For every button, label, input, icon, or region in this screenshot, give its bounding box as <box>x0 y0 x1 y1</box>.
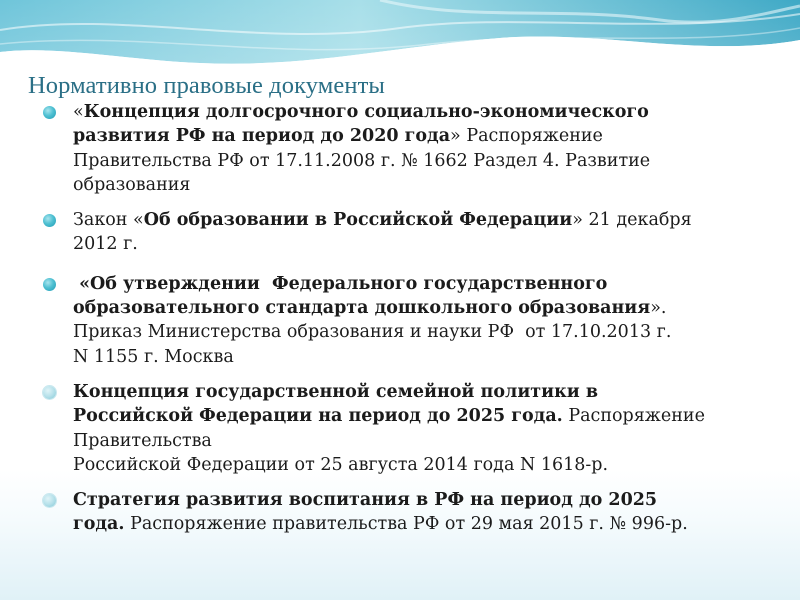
list-item <box>42 208 754 257</box>
item-line: Стратегия развития воспитания в РФ на период до 2025 <box>73 490 658 511</box>
item-line: Концепция государственной семейной политики в <box>73 381 598 402</box>
list-item <box>42 100 754 197</box>
bullet-dot-icon <box>43 278 56 291</box>
item-line: Российской Федерации от 25 августа 2014 года N 1618-р. <box>73 454 609 475</box>
item-line: Российской Федерации на период до 2025 года. Распоряжение <box>73 406 705 427</box>
list-item <box>42 272 754 369</box>
item-line: 2012 г. <box>73 234 138 255</box>
item-line: Закон «Об образовании в Российской Федерации» 21 декабря <box>73 210 692 231</box>
bullet-dot-icon <box>43 386 56 399</box>
item-line: образовательного стандарта дошкольного образования». <box>73 298 667 319</box>
bullet-dot-icon <box>43 106 56 119</box>
item-line: развития РФ на период до 2020 года» Распоряжение <box>73 126 603 147</box>
list-item <box>42 380 754 477</box>
item-line: Правительства РФ от 17.11.2008 г. № 1662 Раздел 4. Развитие <box>73 150 651 171</box>
bullet-dot-icon <box>43 494 56 507</box>
slide-title: Нормативно правовые документы <box>28 72 385 99</box>
item-line: Приказ Министерства образования и науки РФ от 17.10.2013 г. <box>73 322 672 343</box>
list-item <box>42 488 754 537</box>
item-line: Правительства <box>73 430 212 451</box>
document-list <box>42 100 754 543</box>
item-line: «Концепция долгосрочного социально-экономического <box>73 102 649 122</box>
item-line: года. Распоряжение правительства РФ от 29 мая 2015 г. № 996-р. <box>73 514 688 535</box>
item-line: образования <box>73 174 191 195</box>
item-line: N 1155 г. Москва <box>73 346 234 367</box>
item-line: «Об утверждении Федерального государственного <box>73 273 608 294</box>
bullet-dot-icon <box>43 214 56 227</box>
